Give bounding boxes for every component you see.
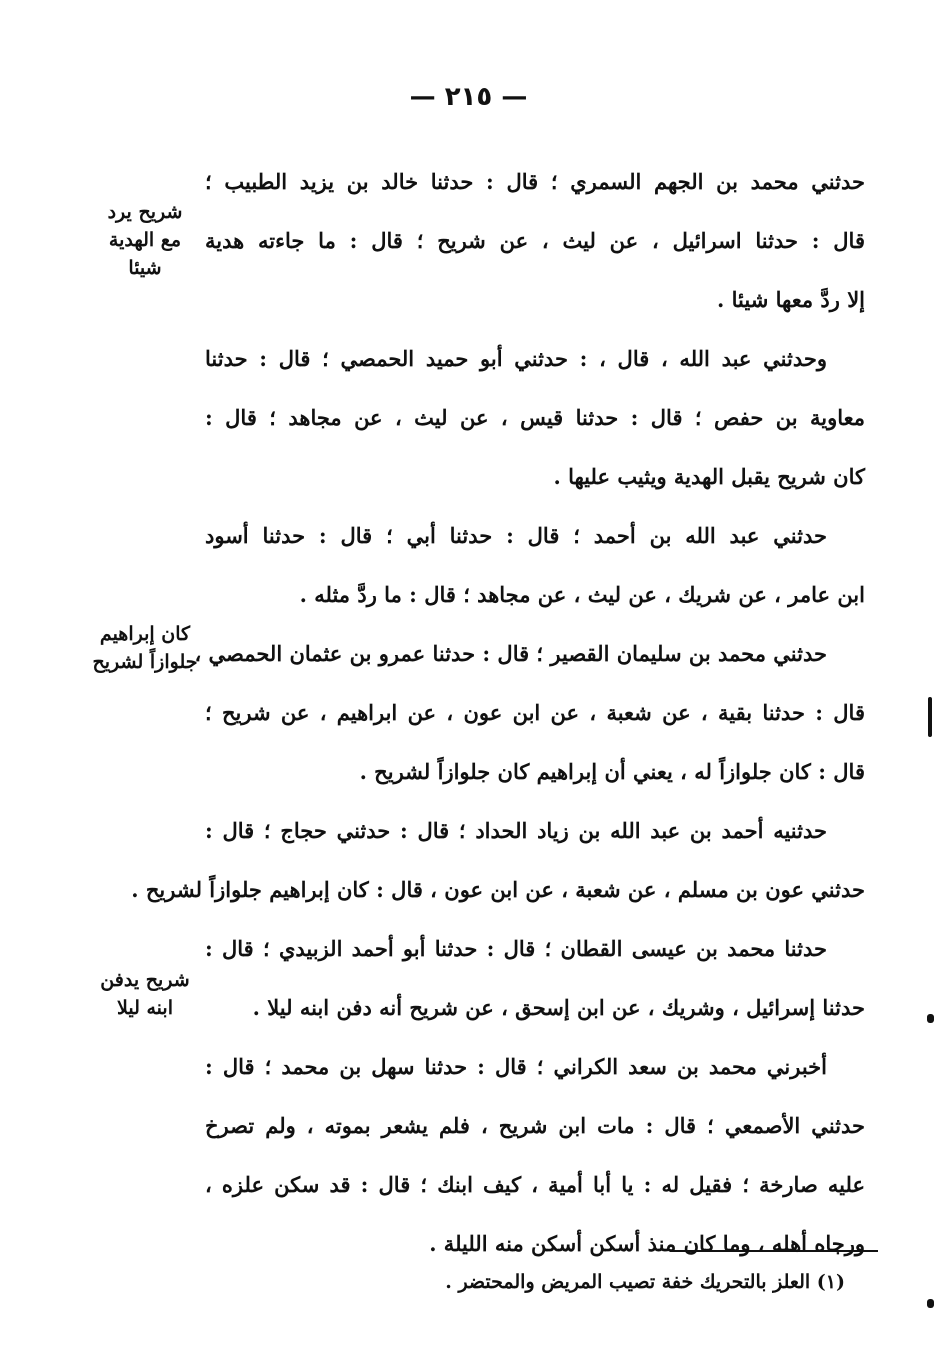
margin-note-line: شيئا <box>128 257 162 279</box>
footnote: (١) العلز بالتحريك خفة تصيب المريض والمحتضر . <box>445 1271 845 1293</box>
text-line: حدثني محمد بن سليمان القصير ؛ قال : حدثنا عمرو بن عثمان الحمصي ، <box>194 641 827 666</box>
text-line: ابن عامر ، عن شريك ، عن ليث ، عن مجاهد ؛ قال : ما ردَّ مثله . <box>299 582 865 607</box>
margin-note-line: كان إبراهيم <box>99 623 191 645</box>
text-line: وحدثني عبد الله ، قال ، : حدثني أبو حميد الحمصي ؛ قال : حدثنا <box>205 346 827 371</box>
text-line: حدثني عبد الله بن أحمد ؛ قال : حدثنا أبي ؛ قال : حدثنا أسود <box>205 523 827 548</box>
text-line: إلا ردَّ معها شيئا . <box>717 287 865 312</box>
text-line: حدثني عون بن مسلم ، عن شعبة ، عن ابن عون ، قال : كان إبراهيم جلوازاً لشريح . <box>131 877 865 902</box>
text-line: حدثنا محمد بن عيسى القطان ؛ قال : حدثنا أبو أحمد الزبيدي ؛ قال : <box>205 936 827 961</box>
margin-note-line: شريح يرد <box>107 201 183 223</box>
scan-edge-mark <box>927 1299 934 1308</box>
margin-note-line: جلوازاً لشريح <box>92 651 198 673</box>
margin-note-line: شريح يدفن <box>100 969 190 991</box>
scan-edge-mark <box>927 1014 934 1023</box>
text-line: كان شريح يقبل الهدية ويثيب عليها . <box>553 464 865 489</box>
text-line: أخبرني محمد بن سعد الكراني ؛ قال : حدثنا سهل بن محمد ؛ قال : <box>205 1054 827 1079</box>
text-line: قال : حدثنا اسرائيل ، عن ليث ، عن شريح ؛ قال : ما جاءته هدية <box>205 228 865 253</box>
text-line: حدثنا إسرائيل ، وشريك ، عن ابن إسحق ، عن شريح أنه دفن ابنه ليلا . <box>252 995 865 1020</box>
scan-edge-mark <box>928 697 932 737</box>
text-line: حدثني الأصمعي ؛ قال : مات ابن شريح ، فلم يشعر بموته ، ولم تصرخ <box>205 1113 865 1138</box>
text-line: حدثنيه أحمد بن عبد الله بن زياد الحداد ؛ قال : حدثني حجاج ؛ قال : <box>205 818 827 843</box>
text-line: حدثني محمد بن الجهم السمري ؛ قال : حدثنا خالد بن يزيد الطبيب ؛ <box>205 169 865 194</box>
margin-note-line: ابنه ليلا <box>117 997 173 1019</box>
page-number: — ٢١٥ — <box>409 82 528 112</box>
text-line: قال : كان جلوازاً له ، يعني أن إبراهيم كان جلوازاً لشريح . <box>359 759 865 784</box>
margin-note-gift <box>70 198 220 282</box>
text-line: قال : حدثنا بقية ، عن شعبة ، عن ابن عون ، عن ابراهيم ، عن شريح ؛ <box>205 700 865 725</box>
text-line: عليه صارخة ؛ فقيل له : يا أبا أمية ، كيف ابنك ؛ قال : قد سكن علزه ، <box>205 1172 865 1197</box>
text-line: معاوية بن حفص ؛ قال : حدثنا قيس ، عن ليث ، عن مجاهد ؛ قال : <box>205 405 865 430</box>
footnote-separator <box>670 1250 878 1252</box>
margin-note-burial <box>70 966 220 1022</box>
text-line: ورجاه أهله ، وما كان منذ أسكن أسكن منه الليلة . <box>429 1231 865 1256</box>
margin-note-line: مع الهدية <box>108 229 182 251</box>
